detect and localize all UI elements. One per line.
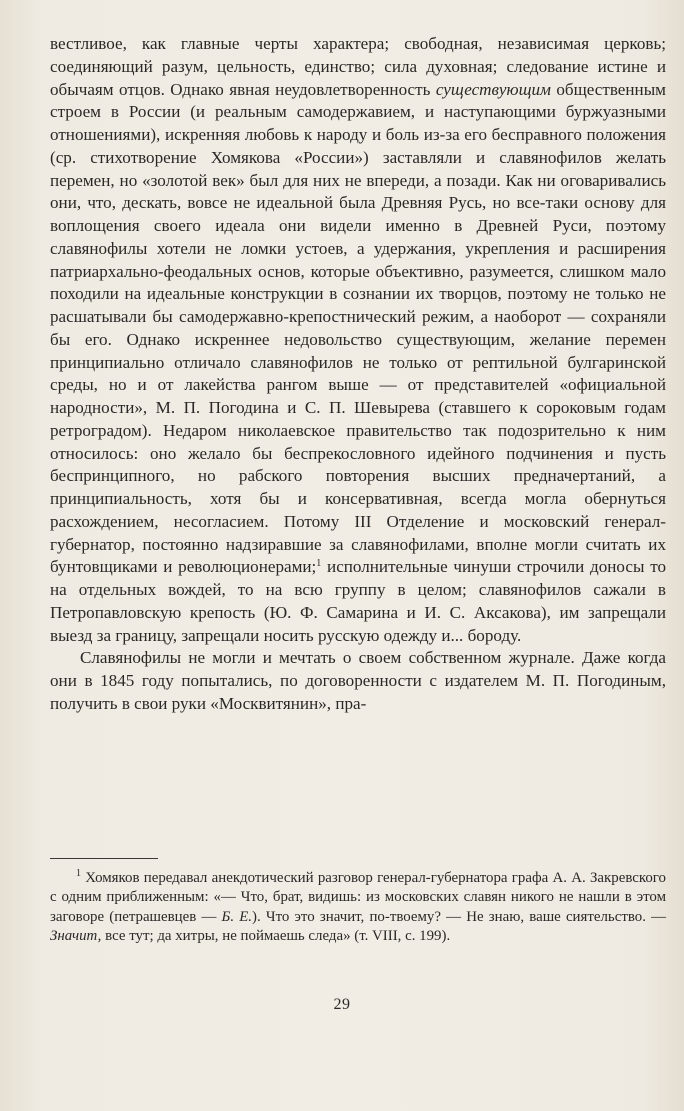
page-number: 29: [333, 996, 351, 1013]
emphasis-existing: существующим: [435, 79, 551, 99]
main-text: [50, 33, 666, 716]
footnote-marker: 1: [76, 868, 81, 879]
paragraph-1-part-3: исполнительные чинуши строчили доносы то на отдельных вождей, то на всю группу в целом; славянофилов сажали в Петропавловскую крепость (Ю. Ф. Самарина и И. С. Аксакова), им запрещали выезд за границу, запрещали носить русскую одежду и... бороду.: [50, 557, 666, 645]
paragraph-1-part-2: общественным строем в России (и реальным самодержавием, и наступающими буржуазными отношениями), искренняя любовь к народу и боль из-за его бесправного положения (ср. стихотворение Хомякова «России») заставляли и славянофилов желать перемен, но «золотой век» был для них не впереди, а позади. Как ни оговаривались они, что, дескать, вовсе не идеальной была Древняя Русь, но все-таки основу для воплощения своего идеала они видели именно в Древней Руси, поэтому славянофилы хотели не ломки устоев, а удержания, укрепления и расширения патриархально-феодальных основ, которые объективно, разумеется, слишком мало походили на идеальные конструкции в сознании их творцов, поэтому не только не расшатывали бы самодержавно-крепостнический режим, а наоборот — сохраняли бы его. Однако искреннее недовольство существующим, желание перемен принципиально отличало славянофилов не только от рептильной булгаринской среды, но и от лакейства рангом выше — от представителей «официальной народности», М. П. Погодина и С. П. Шевырева (ставшего к сороковым годам ретроградом). Недаром николаевское правительство так подозрительно к ним относилось: оно желало бы беспрекословного идейного подчинения и пусть беспринципного, но рабского повторения высших предначертаний, а принципиальность, хотя бы и консервативная, всегда могла обернуться расхождением, несогласием. Потому III Отделение и московский генерал-губернатор, постоянно надзиравшие за славянофилами, вполне могли считать их бунтовщиками и революционерами;: [50, 79, 666, 577]
paragraph-1: [50, 33, 666, 647]
paragraph-1-part-1: вестливое, как главные черты характера; свободная, независимая церковь; соединяющий разум, цельность, единство; сила духовная; следование истине и обычаям отцов. Однако явная неудовлетворенность: [50, 34, 666, 99]
footnote-reference: 1: [316, 558, 322, 570]
footnote-emphasis-means: Значит,: [50, 928, 102, 945]
footnote-part-2: ). Что это значит, по-твоему? — Не знаю, ваше сиятельство. —: [252, 908, 666, 925]
footnote-part-1: Хомяков передавал анекдотический разговор генерал-губернатора графа А. А. Закревского с одним приближенным: «— Что, брат, видишь: из московских славян никого не нашли в этом заговоре (петрашевцев —: [50, 870, 666, 925]
footnote-initials: Б. Е.: [221, 908, 253, 925]
footnote-divider: [50, 858, 158, 859]
footnote-part-3: все тут; да хитры, не поймаешь следа» (т. VIII, с. 199).: [101, 928, 451, 945]
footnote: [50, 869, 666, 947]
paragraph-2: Славянофилы не могли и мечтать о своем собственном журнале. Даже когда они в 1845 году попытались, по договоренности с издателем М. П. Погодиным, получить в свои руки «Москвитянин», пра-: [50, 648, 666, 713]
